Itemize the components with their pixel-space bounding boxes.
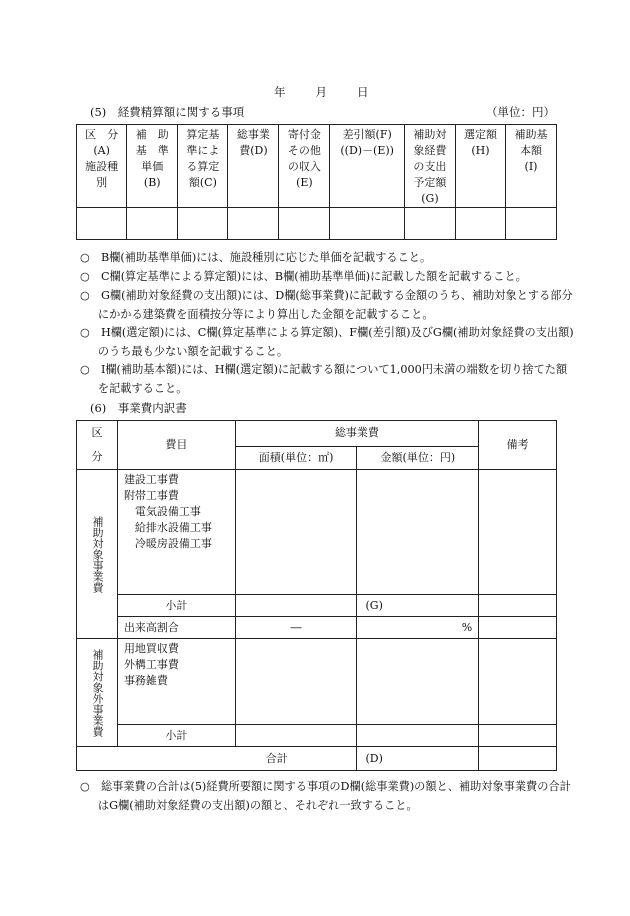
- t1-header-line: 準によ: [186, 144, 220, 157]
- t1-header-line: 費(D): [239, 144, 268, 157]
- progress-dash: ―: [235, 617, 357, 639]
- total-header: 総事業費: [235, 421, 478, 447]
- t1-input-cell[interactable]: [455, 208, 505, 240]
- date-line: [274, 84, 369, 100]
- t1-header-cell: [228, 125, 279, 208]
- expense-item: 電気設備工事: [123, 505, 201, 518]
- note-item: ○ H欄(選定額)には、C欄(算定基準による算定額)、F欄(差引額)及びG欄(補助対象経費の支出額)のうち最も少ない額を記載すること。: [80, 326, 574, 358]
- g1-items: [117, 470, 235, 595]
- day-label: 日: [357, 85, 369, 99]
- progress-pct: %: [357, 617, 479, 639]
- amount-header: 金額(単位：円): [357, 446, 479, 469]
- t1-header-line: (B): [143, 176, 161, 189]
- t1-header-line: 補助基: [514, 128, 548, 141]
- t1-header-cell: [178, 125, 228, 208]
- t1-input-cell[interactable]: [178, 208, 228, 240]
- note-item: ○ C欄(算定基準による算定額)には、B欄(補助基準単価)に記載した額を記載すること。: [80, 270, 527, 283]
- t1-header-line: 別: [96, 176, 108, 189]
- g1-label: 補助対象事業費: [77, 470, 118, 639]
- note-item: ○ G欄(補助対象経費の支出額)には、D欄(総事業費)に記載する金額のうち、補助対象とする部分にかかる建築費を面積按分等により算出した金額を記載すること。: [80, 289, 573, 321]
- t1-header-line: (H): [471, 144, 490, 157]
- t1-input-cell[interactable]: [506, 208, 557, 240]
- t1-header-line: ((D)－(E)): [340, 144, 394, 157]
- section5-title: (5) 経費精算額に関する事項: [90, 105, 245, 119]
- t1-header-cell: [127, 125, 178, 208]
- t1-header-line: 予定額: [413, 176, 447, 189]
- footer-note: ○ 総事業費の合計は(5)経費所要額に関する事項のD欄(総事業費)の額と、補助対象事業費の合計はG欄(補助対象経費の支出額)の額と、それぞれ一致すること。: [80, 780, 571, 812]
- g2-label: 補助対象外事業費: [77, 639, 118, 747]
- t1-header-cell: [506, 125, 557, 208]
- t1-header-cell: [455, 125, 505, 208]
- t1-header-line: 差引額(F): [342, 128, 392, 141]
- unit-label: （単位：円）: [486, 105, 555, 119]
- t1-header-line: その他: [287, 144, 321, 157]
- t1-header-line: 補助対: [413, 128, 447, 141]
- t1-input-cell[interactable]: [77, 208, 127, 240]
- t1-input-cell[interactable]: [228, 208, 279, 240]
- g1-subtotal: 小計: [117, 595, 235, 617]
- t1-header-line: の収入: [287, 160, 321, 173]
- t1-header-line: 単価: [141, 160, 164, 173]
- t1-header-line: 基 準: [135, 144, 169, 157]
- himoku-header: 費目: [117, 421, 235, 470]
- t1-header-line: る算定: [186, 160, 220, 173]
- month-label: 月: [315, 85, 327, 99]
- t1-header-cell: [279, 125, 330, 208]
- expense-table: [76, 124, 557, 240]
- t1-header-line: 選定額: [463, 128, 497, 141]
- g2-subtotal: 小計: [117, 725, 235, 747]
- t1-header-line: の支出: [413, 160, 447, 173]
- t1-header-line: 補 助: [135, 128, 169, 141]
- expense-item: 給排水設備工事: [123, 521, 212, 534]
- g-mark: (G): [357, 595, 479, 617]
- t1-input-cell[interactable]: [404, 208, 455, 240]
- section6-title: (6) 事業費内訳書: [90, 401, 187, 415]
- t1-header-line: 象経費: [413, 144, 447, 157]
- t1-header-line: (E): [296, 176, 313, 189]
- note-item: ○ B欄(補助基準単価)には、施設種別に応じた単価を記載すること。: [80, 251, 432, 264]
- t1-header-line: 本額: [520, 144, 542, 157]
- t1-header-line: 額(C): [188, 176, 217, 189]
- t1-header-line: 施設種: [85, 160, 119, 173]
- biko-header: 備考: [479, 421, 557, 470]
- t1-header-line: (G): [421, 192, 439, 205]
- t1-header-cell: [77, 125, 127, 208]
- expense-item: 外構工事費: [123, 658, 179, 671]
- breakdown-table: [76, 420, 557, 771]
- t1-header-cell: [404, 125, 455, 208]
- t1-input-cell[interactable]: [279, 208, 330, 240]
- total-label: 合計: [77, 747, 357, 771]
- t1-input-cell[interactable]: [330, 208, 404, 240]
- kubun-header: 区 分: [77, 421, 118, 470]
- expense-item: 冷暖房設備工事: [123, 537, 212, 550]
- g2-items: [117, 639, 235, 725]
- t1-header-line: (I): [524, 160, 538, 173]
- t1-header-line: 区 分: [85, 128, 119, 141]
- expense-item: 附帯工事費: [123, 489, 179, 502]
- expense-item: 用地買収費: [123, 642, 179, 655]
- t1-header-cell: [330, 125, 404, 208]
- t1-header-line: 寄付金: [287, 128, 321, 141]
- year-label: 年: [274, 85, 286, 99]
- expense-item: 建設工事費: [123, 473, 179, 486]
- note-item: ○ I欄(補助基本額)には、H欄(選定額)に記載する額について1,000円未満の端数を切り捨てた額を記載すること。: [80, 363, 568, 395]
- progress-label: 出来高割合: [117, 617, 235, 639]
- t1-header-line: 算定基: [186, 128, 220, 141]
- area-header: 面積(単位：㎡): [235, 446, 357, 469]
- d-mark: (D): [357, 747, 479, 771]
- t1-header-line: 総事業: [236, 128, 270, 141]
- t1-header-line: (A): [93, 144, 110, 157]
- expense-item: 事務雑費: [123, 674, 168, 687]
- t1-input-cell[interactable]: [127, 208, 178, 240]
